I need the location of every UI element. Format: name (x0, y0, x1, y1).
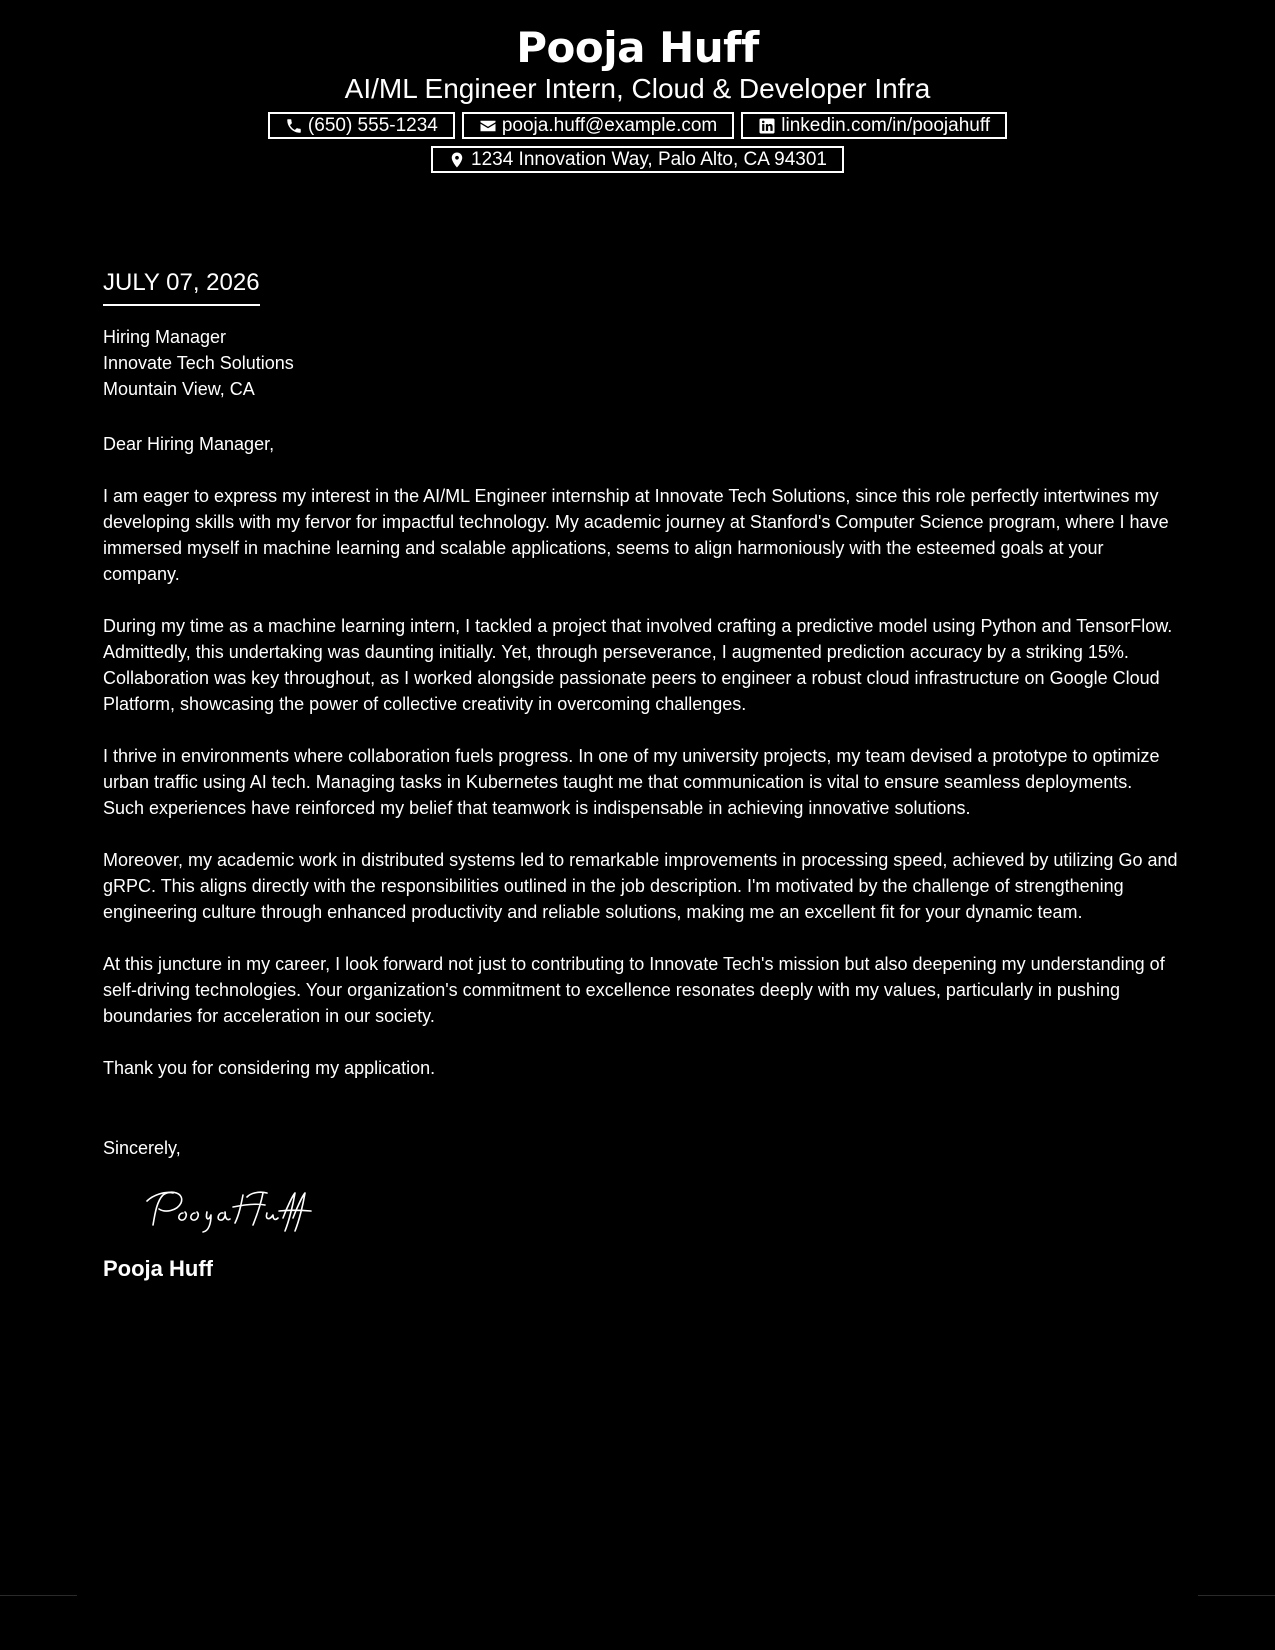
applicant-title: AI/ML Engineer Intern, Cloud & Developer Infra (344, 73, 931, 104)
body-paragraph: Moreover, my academic work in distributed systems led to remarkable improvements in processing speed, achieved by utilizing Go and gRPC. This aligns directly with the responsibilities outlined in the job description. I'm motivated by the challenge of strengthening engineering culture through enhanced productivity and reliable solutions, making me an excellent fit for your dynamic team. (103, 850, 1178, 922)
letter-header (0, 22, 1275, 173)
applicant-name: Pooja Huff (516, 23, 759, 72)
body-paragraph: At this juncture in my career, I look forward not just to contributing to Innovate Tech's mission but also deepening my understanding of self-driving technologies. Your organization's commitment to excellence resonates deeply with my values, particularly in pushing boundaries for acceleration in our society. (103, 954, 1165, 1026)
signature-image (139, 1185, 1178, 1235)
letter-body (103, 268, 1178, 1283)
recipient-line: Mountain View, CA (103, 379, 255, 399)
recipient-line: Innovate Tech Solutions (103, 353, 294, 373)
recipient-block (103, 324, 1178, 402)
map-marker-icon (448, 151, 466, 169)
contact-row-primary (0, 112, 1275, 139)
body-paragraph: Thank you for considering my application. (103, 1058, 436, 1078)
recipient-line: Hiring Manager (103, 327, 227, 347)
body-paragraph: I am eager to express my interest in the AI/ML Engineer internship at Innovate Tech Solutions, since this role perfectly intertwines my developing skills with my fervor for impactful technology. My academic journey at Stanford's Computer Science program, where I have immersed myself in machine learning and scalable applications, seems to align harmoniously with the esteemed goals at your company. (103, 486, 1169, 584)
signer-name: Pooja Huff (103, 1256, 213, 1281)
contact-phone[interactable] (268, 112, 455, 139)
footer-divider-right (1198, 1595, 1275, 1596)
envelope-icon (479, 117, 497, 135)
contact-linkedin[interactable] (741, 112, 1007, 139)
body-paragraph: During my time as a machine learning intern, I tackled a project that involved crafting a predictive model using Python and TensorFlow. Admittedly, this undertaking was daunting initially. Yet, through perseverance, I augmented prediction accuracy by a striking 15%. Collaboration was key throughout, as I worked alongside passionate peers to engineer a robust cloud infrastructure on Google Cloud Platform, showcasing the power of collective creativity in overcoming challenges. (103, 616, 1173, 714)
contact-address-text: 1234 Innovation Way, Palo Alto, CA 94301 (471, 148, 827, 170)
footer-divider-left (0, 1595, 77, 1596)
contact-phone-text: (650) 555-1234 (307, 114, 438, 136)
contact-linkedin-text: linkedin.com/in/poojahuff (781, 114, 991, 136)
salutation: Dear Hiring Manager, (103, 434, 275, 454)
phone-icon (285, 117, 303, 135)
body-paragraph: I thrive in environments where collaboration fuels progress. In one of my university projects, my team devised a prototype to optimize urban traffic using AI tech. Managing tasks in Kubernetes taught me that communication is vital to ensure seamless deployments. Such experiences have reinforced my belief that teamwork is indispensable in achieving innovative solutions. (103, 746, 1160, 818)
contact-email-text: pooja.huff@example.com (501, 114, 718, 136)
letter-date: JULY 07, 2026 (103, 268, 260, 306)
linkedin-icon (758, 117, 776, 135)
contact-address[interactable] (431, 146, 844, 173)
closing: Sincerely, (103, 1138, 181, 1158)
contact-email[interactable] (462, 112, 734, 139)
contact-row-secondary (0, 146, 1275, 173)
